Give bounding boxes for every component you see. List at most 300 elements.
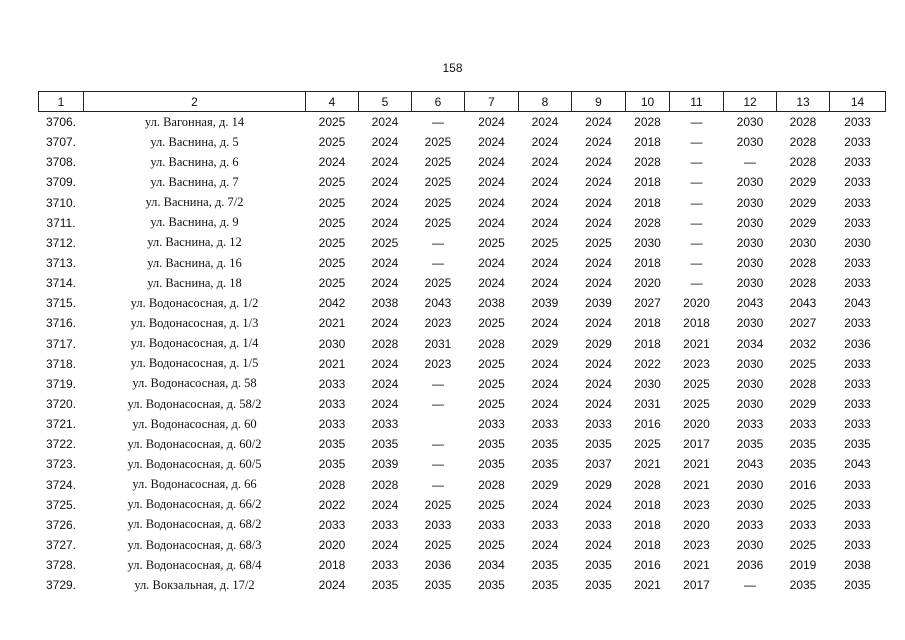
address-cell: ул. Водонасосная, д. 68/2 — [127, 517, 262, 532]
year-cell: 2025 — [318, 276, 346, 291]
year-cell: 2030 — [736, 497, 764, 512]
row-number-cell: 3715. — [45, 296, 77, 311]
table-row — [39, 414, 886, 434]
table-row — [39, 213, 886, 233]
table-row — [39, 152, 886, 172]
year-cell: 2030 — [736, 397, 764, 412]
year-cell: 2029 — [789, 215, 817, 230]
year-cell: 2020 — [683, 417, 710, 432]
year-cell: 2029 — [789, 175, 817, 190]
year-cell: 2035 — [585, 558, 612, 573]
table-body — [39, 112, 886, 596]
row-number-cell: 3724. — [45, 477, 77, 492]
column-header-9: 9 — [572, 92, 626, 112]
year-cell: 2018 — [634, 517, 661, 532]
year-cell: — — [432, 376, 444, 391]
table-row — [39, 575, 886, 595]
year-cell: 2030 — [736, 135, 764, 150]
row-number-cell: 3726. — [45, 517, 77, 532]
address-cell: ул. Водонасосная, д. 60/2 — [127, 436, 262, 451]
year-cell: 2024 — [585, 155, 612, 170]
year-cell: 2038 — [844, 558, 871, 573]
column-header-2: 2 — [84, 92, 306, 112]
row-number-cell: 3710. — [45, 195, 77, 210]
year-cell: 2043 — [789, 296, 817, 311]
year-cell: 2035 — [531, 457, 559, 472]
year-cell: 2021 — [634, 457, 661, 472]
year-cell: 2035 — [531, 437, 559, 452]
page-number: 158 — [442, 61, 463, 75]
year-cell: 2033 — [478, 517, 505, 532]
year-cell: 2028 — [478, 336, 505, 351]
year-cell: 2033 — [844, 397, 871, 412]
year-cell: 2024 — [531, 316, 559, 331]
year-cell: 2043 — [844, 457, 871, 472]
year-cell: 2035 — [844, 437, 871, 452]
year-cell: 2024 — [585, 397, 612, 412]
year-cell: 2024 — [371, 497, 399, 512]
address-cell: ул. Водонасосная, д. 68/4 — [127, 557, 262, 572]
year-cell: — — [690, 135, 703, 150]
year-cell: 2028 — [318, 477, 346, 492]
year-cell: 2033 — [424, 517, 452, 532]
year-cell: 2033 — [371, 417, 399, 432]
year-cell: 2033 — [844, 115, 871, 130]
year-cell: — — [690, 276, 703, 291]
column-header-7: 7 — [465, 92, 519, 112]
year-cell: 2033 — [531, 517, 559, 532]
year-cell: 2035 — [478, 457, 505, 472]
year-cell: — — [690, 256, 703, 271]
year-cell: — — [744, 578, 756, 593]
year-cell: 2033 — [371, 517, 399, 532]
year-cell: — — [432, 457, 444, 472]
year-cell: — — [744, 155, 756, 170]
year-cell: 2025 — [683, 397, 710, 412]
year-cell: 2033 — [789, 417, 817, 432]
table-row — [39, 475, 886, 495]
year-cell: 2016 — [634, 558, 661, 573]
column-header-10: 10 — [626, 92, 670, 112]
year-cell: 2036 — [736, 558, 764, 573]
year-cell: 2035 — [789, 457, 817, 472]
year-cell: 2035 — [789, 437, 817, 452]
year-cell: — — [690, 235, 703, 250]
address-cell: ул. Водонасосная, д. 66/2 — [127, 497, 262, 512]
year-cell: 2024 — [585, 497, 612, 512]
row-number-cell: 3727. — [45, 538, 77, 553]
address-cell: ул. Водонасосная, д. 60/5 — [127, 456, 262, 471]
year-cell: 2029 — [531, 336, 559, 351]
year-cell: 2030 — [736, 256, 764, 271]
address-cell: ул. Васнина, д. 9 — [150, 215, 239, 230]
row-number-cell: 3722. — [45, 437, 77, 452]
address-cell: ул. Васнина, д. 5 — [150, 134, 239, 149]
address-cell: ул. Водонасосная, д. 58 — [132, 376, 257, 391]
table-row — [39, 394, 886, 414]
year-cell: 2030 — [736, 376, 764, 391]
year-cell: 2030 — [736, 235, 764, 250]
year-cell: 2021 — [683, 457, 710, 472]
table-row — [39, 535, 886, 555]
year-cell: 2035 — [585, 437, 612, 452]
year-cell: 2038 — [478, 296, 505, 311]
year-cell: 2023 — [683, 356, 710, 371]
year-cell: 2043 — [736, 457, 764, 472]
year-cell: 2039 — [531, 296, 559, 311]
table-row — [39, 515, 886, 535]
year-cell: 2043 — [424, 296, 452, 311]
year-cell: 2033 — [531, 417, 559, 432]
year-cell: 2024 — [585, 135, 612, 150]
year-cell: 2028 — [371, 477, 399, 492]
address-cell: ул. Васнина, д. 6 — [150, 154, 239, 169]
year-cell: 2032 — [789, 336, 817, 351]
year-cell: 2024 — [531, 215, 559, 230]
row-number-cell: 3721. — [45, 417, 77, 432]
address-cell: ул. Васнина, д. 18 — [147, 275, 242, 290]
address-cell: ул. Водонасосная, д. 58/2 — [127, 396, 262, 411]
year-cell: — — [432, 235, 444, 250]
year-cell: 2029 — [789, 397, 817, 412]
address-cell: ул. Васнина, д. 7 — [150, 174, 239, 189]
column-header-11: 11 — [670, 92, 724, 112]
year-cell: 2030 — [736, 175, 764, 190]
year-cell: 2030 — [736, 538, 764, 553]
year-cell: 2035 — [789, 578, 817, 593]
year-cell: 2025 — [318, 256, 346, 271]
table-row — [39, 334, 886, 354]
header-row — [39, 92, 886, 112]
year-cell: 2020 — [318, 538, 346, 553]
year-cell: 2025 — [424, 155, 452, 170]
year-cell: 2033 — [318, 376, 346, 391]
year-cell: 2024 — [371, 538, 399, 553]
year-cell: 2018 — [318, 558, 346, 573]
year-cell: 2017 — [683, 437, 710, 452]
year-cell: — — [432, 115, 444, 130]
year-cell: — — [432, 256, 444, 271]
year-cell: 2033 — [844, 497, 871, 512]
year-cell: 2025 — [634, 437, 661, 452]
year-cell: 2024 — [371, 175, 399, 190]
year-cell: — — [690, 115, 703, 130]
year-cell: 2030 — [736, 115, 764, 130]
year-cell: 2024 — [371, 397, 399, 412]
year-cell: 2025 — [478, 376, 505, 391]
year-cell: 2033 — [844, 477, 871, 492]
row-number-cell: 3712. — [45, 235, 77, 250]
year-cell: 2030 — [736, 276, 764, 291]
year-cell: 2024 — [531, 155, 559, 170]
year-cell: 2035 — [424, 578, 452, 593]
year-cell: 2033 — [844, 256, 871, 271]
column-header-6: 6 — [412, 92, 465, 112]
year-cell: 2024 — [371, 135, 399, 150]
table-row — [39, 132, 886, 152]
year-cell: 2023 — [424, 356, 452, 371]
year-cell: 2043 — [736, 296, 764, 311]
year-cell: 2021 — [683, 336, 710, 351]
year-cell: 2025 — [789, 497, 817, 512]
year-cell: 2030 — [736, 477, 764, 492]
address-cell: ул. Васнина, д. 12 — [147, 235, 242, 250]
year-cell: 2024 — [478, 135, 505, 150]
address-cell: ул. Васнина, д. 16 — [147, 255, 242, 270]
year-cell: 2024 — [371, 376, 399, 391]
row-number-cell: 3709. — [45, 175, 77, 190]
year-cell: 2034 — [736, 336, 764, 351]
year-cell: — — [432, 437, 444, 452]
year-cell: 2024 — [585, 356, 612, 371]
column-header-14: 14 — [830, 92, 886, 112]
year-cell: 2018 — [683, 316, 710, 331]
year-cell: 2024 — [478, 276, 505, 291]
year-cell: 2018 — [634, 497, 661, 512]
year-cell: 2025 — [318, 115, 346, 130]
year-cell: — — [432, 477, 444, 492]
column-header-13: 13 — [777, 92, 830, 112]
year-cell: 2035 — [478, 437, 505, 452]
year-cell: 2028 — [634, 155, 661, 170]
year-cell: 2022 — [318, 497, 346, 512]
year-cell: 2025 — [478, 497, 505, 512]
year-cell: 2021 — [683, 477, 710, 492]
year-cell: 2028 — [789, 115, 817, 130]
year-cell: 2025 — [424, 215, 452, 230]
table-row — [39, 495, 886, 515]
year-cell: 2025 — [318, 195, 346, 210]
row-number-cell: 3720. — [45, 397, 77, 412]
year-cell: 2025 — [585, 235, 612, 250]
year-cell: 2043 — [844, 296, 871, 311]
year-cell: 2025 — [478, 356, 505, 371]
address-cell: ул. Вагонная, д. 14 — [144, 114, 245, 129]
row-number-cell: 3719. — [45, 376, 77, 391]
year-cell: 2035 — [844, 578, 871, 593]
year-cell: 2018 — [634, 195, 661, 210]
year-cell: 2030 — [789, 235, 817, 250]
year-cell: 2030 — [736, 356, 764, 371]
year-cell: 2024 — [371, 316, 399, 331]
year-cell: 2039 — [371, 457, 399, 472]
row-number-cell: 3716. — [45, 316, 77, 331]
year-cell: 2025 — [683, 376, 710, 391]
year-cell: 2029 — [789, 195, 817, 210]
row-number-cell: 3708. — [45, 155, 77, 170]
address-cell: ул. Водонасосная, д. 1/4 — [130, 336, 259, 351]
year-cell: 2025 — [789, 538, 817, 553]
year-cell: 2024 — [531, 135, 559, 150]
year-cell: 2033 — [844, 155, 871, 170]
year-cell: 2018 — [634, 316, 661, 331]
year-cell: 2024 — [318, 578, 346, 593]
table-row — [39, 374, 886, 394]
year-cell: 2037 — [585, 457, 612, 472]
address-cell: ул. Водонасосная, д. 68/3 — [127, 537, 262, 552]
year-cell: 2016 — [789, 477, 817, 492]
year-cell: 2025 — [318, 175, 346, 190]
table-row — [39, 434, 886, 454]
year-cell: 2021 — [683, 558, 710, 573]
year-cell — [412, 414, 465, 434]
year-cell: 2018 — [634, 256, 661, 271]
address-cell: ул. Водонасосная, д. 1/3 — [130, 315, 259, 330]
year-cell: 2033 — [844, 376, 871, 391]
year-cell: 2024 — [478, 256, 505, 271]
column-header-1: 1 — [39, 92, 84, 112]
year-cell: 2029 — [585, 477, 612, 492]
year-cell: 2031 — [424, 336, 452, 351]
year-cell: 2033 — [844, 316, 871, 331]
row-number-cell: 3711. — [46, 215, 76, 230]
row-number-cell: 3713. — [45, 256, 77, 271]
year-cell: — — [432, 397, 444, 412]
year-cell: 2025 — [371, 235, 399, 250]
year-cell: 2030 — [736, 316, 764, 331]
year-cell: 2024 — [478, 155, 505, 170]
year-cell: 2024 — [531, 356, 559, 371]
year-cell: 2023 — [424, 316, 452, 331]
table-row — [39, 555, 886, 575]
year-cell: 2025 — [531, 235, 559, 250]
table-row — [39, 112, 886, 133]
year-cell: 2033 — [585, 517, 612, 532]
year-cell: 2017 — [683, 578, 710, 593]
year-cell: 2033 — [844, 356, 871, 371]
year-cell: 2024 — [531, 115, 559, 130]
year-cell: 2033 — [736, 417, 764, 432]
year-cell: 2033 — [585, 417, 612, 432]
year-cell: 2020 — [683, 296, 710, 311]
year-cell: 2020 — [634, 276, 661, 291]
year-cell: 2024 — [585, 376, 612, 391]
year-cell: 2025 — [424, 135, 452, 150]
table-row — [39, 354, 886, 374]
year-cell: 2033 — [844, 417, 871, 432]
year-cell: 2018 — [634, 336, 661, 351]
table-row — [39, 313, 886, 333]
year-cell: 2018 — [634, 175, 661, 190]
year-cell: 2028 — [634, 215, 661, 230]
year-cell: 2018 — [634, 538, 661, 553]
year-cell: 2033 — [844, 135, 871, 150]
year-cell: 2035 — [531, 578, 559, 593]
year-cell: 2024 — [585, 115, 612, 130]
year-cell: 2024 — [585, 175, 612, 190]
year-cell: 2033 — [736, 517, 764, 532]
year-cell: 2029 — [585, 336, 612, 351]
year-cell: 2030 — [844, 235, 871, 250]
year-cell: 2024 — [585, 256, 612, 271]
year-cell: 2033 — [844, 517, 871, 532]
year-cell: — — [690, 175, 703, 190]
column-header-12: 12 — [724, 92, 777, 112]
year-cell: 2038 — [371, 296, 399, 311]
row-number-cell: 3714. — [45, 276, 77, 291]
year-cell: 2024 — [371, 276, 399, 291]
year-cell: 2021 — [634, 578, 661, 593]
address-cell: ул. Водонасосная, д. 1/5 — [130, 356, 259, 371]
year-cell: 2033 — [318, 517, 346, 532]
year-cell: 2025 — [318, 135, 346, 150]
year-cell: 2024 — [478, 175, 505, 190]
year-cell: 2021 — [318, 356, 346, 371]
year-cell: 2024 — [478, 195, 505, 210]
year-cell: 2028 — [789, 135, 817, 150]
year-cell: 2024 — [585, 276, 612, 291]
year-cell: 2033 — [371, 558, 399, 573]
column-header-4: 4 — [306, 92, 359, 112]
year-cell: 2027 — [789, 316, 817, 331]
year-cell: 2019 — [789, 558, 817, 573]
year-cell: 2025 — [424, 497, 452, 512]
year-cell: 2024 — [531, 376, 559, 391]
year-cell: 2029 — [531, 477, 559, 492]
year-cell: 2025 — [478, 316, 505, 331]
year-cell: 2025 — [318, 215, 346, 230]
year-cell: 2025 — [478, 538, 505, 553]
table-row — [39, 233, 886, 253]
year-cell: 2025 — [424, 175, 452, 190]
year-cell: — — [690, 155, 703, 170]
year-cell: 2027 — [634, 296, 661, 311]
year-cell: 2024 — [478, 215, 505, 230]
year-cell: — — [690, 195, 703, 210]
year-cell: 2024 — [478, 115, 505, 130]
year-cell: 2024 — [585, 215, 612, 230]
address-cell: ул. Вокзальная, д. 17/2 — [134, 577, 255, 592]
address-cell: ул. Васнина, д. 7/2 — [145, 195, 244, 210]
year-cell: 2036 — [424, 558, 452, 573]
year-cell: 2035 — [318, 457, 346, 472]
year-cell: 2025 — [789, 356, 817, 371]
year-cell: 2033 — [789, 517, 817, 532]
year-cell: 2033 — [844, 276, 871, 291]
row-number-cell: 3729. — [45, 578, 77, 593]
year-cell: — — [690, 215, 703, 230]
year-cell: 2033 — [844, 175, 871, 190]
year-cell: 2024 — [318, 155, 346, 170]
row-number-cell: 3706. — [45, 115, 77, 130]
row-number-cell: 3707. — [45, 135, 77, 150]
row-number-cell: 3718. — [45, 356, 77, 371]
address-cell: ул. Водонасосная, д. 60 — [132, 416, 257, 431]
year-cell: 2028 — [789, 276, 817, 291]
year-cell: 2024 — [531, 497, 559, 512]
year-cell: 2025 — [424, 195, 452, 210]
year-cell: 2024 — [531, 195, 559, 210]
column-header-5: 5 — [359, 92, 412, 112]
year-cell: 2028 — [371, 336, 399, 351]
address-cell: ул. Водонасосная, д. 1/2 — [130, 295, 259, 310]
year-cell: 2025 — [424, 538, 452, 553]
year-cell: 2024 — [531, 397, 559, 412]
year-cell: 2033 — [478, 417, 505, 432]
column-header-8: 8 — [519, 92, 572, 112]
year-cell: 2030 — [318, 336, 346, 351]
year-cell: 2024 — [371, 155, 399, 170]
year-cell: 2024 — [371, 115, 399, 130]
year-cell: 2024 — [585, 195, 612, 210]
year-cell: 2033 — [844, 195, 871, 210]
year-cell: 2018 — [634, 135, 661, 150]
address-cell: ул. Водонасосная, д. 66 — [132, 477, 257, 492]
year-cell: 2028 — [634, 477, 661, 492]
table-row — [39, 454, 886, 474]
year-cell: 2035 — [585, 578, 612, 593]
year-cell: 2031 — [634, 397, 661, 412]
